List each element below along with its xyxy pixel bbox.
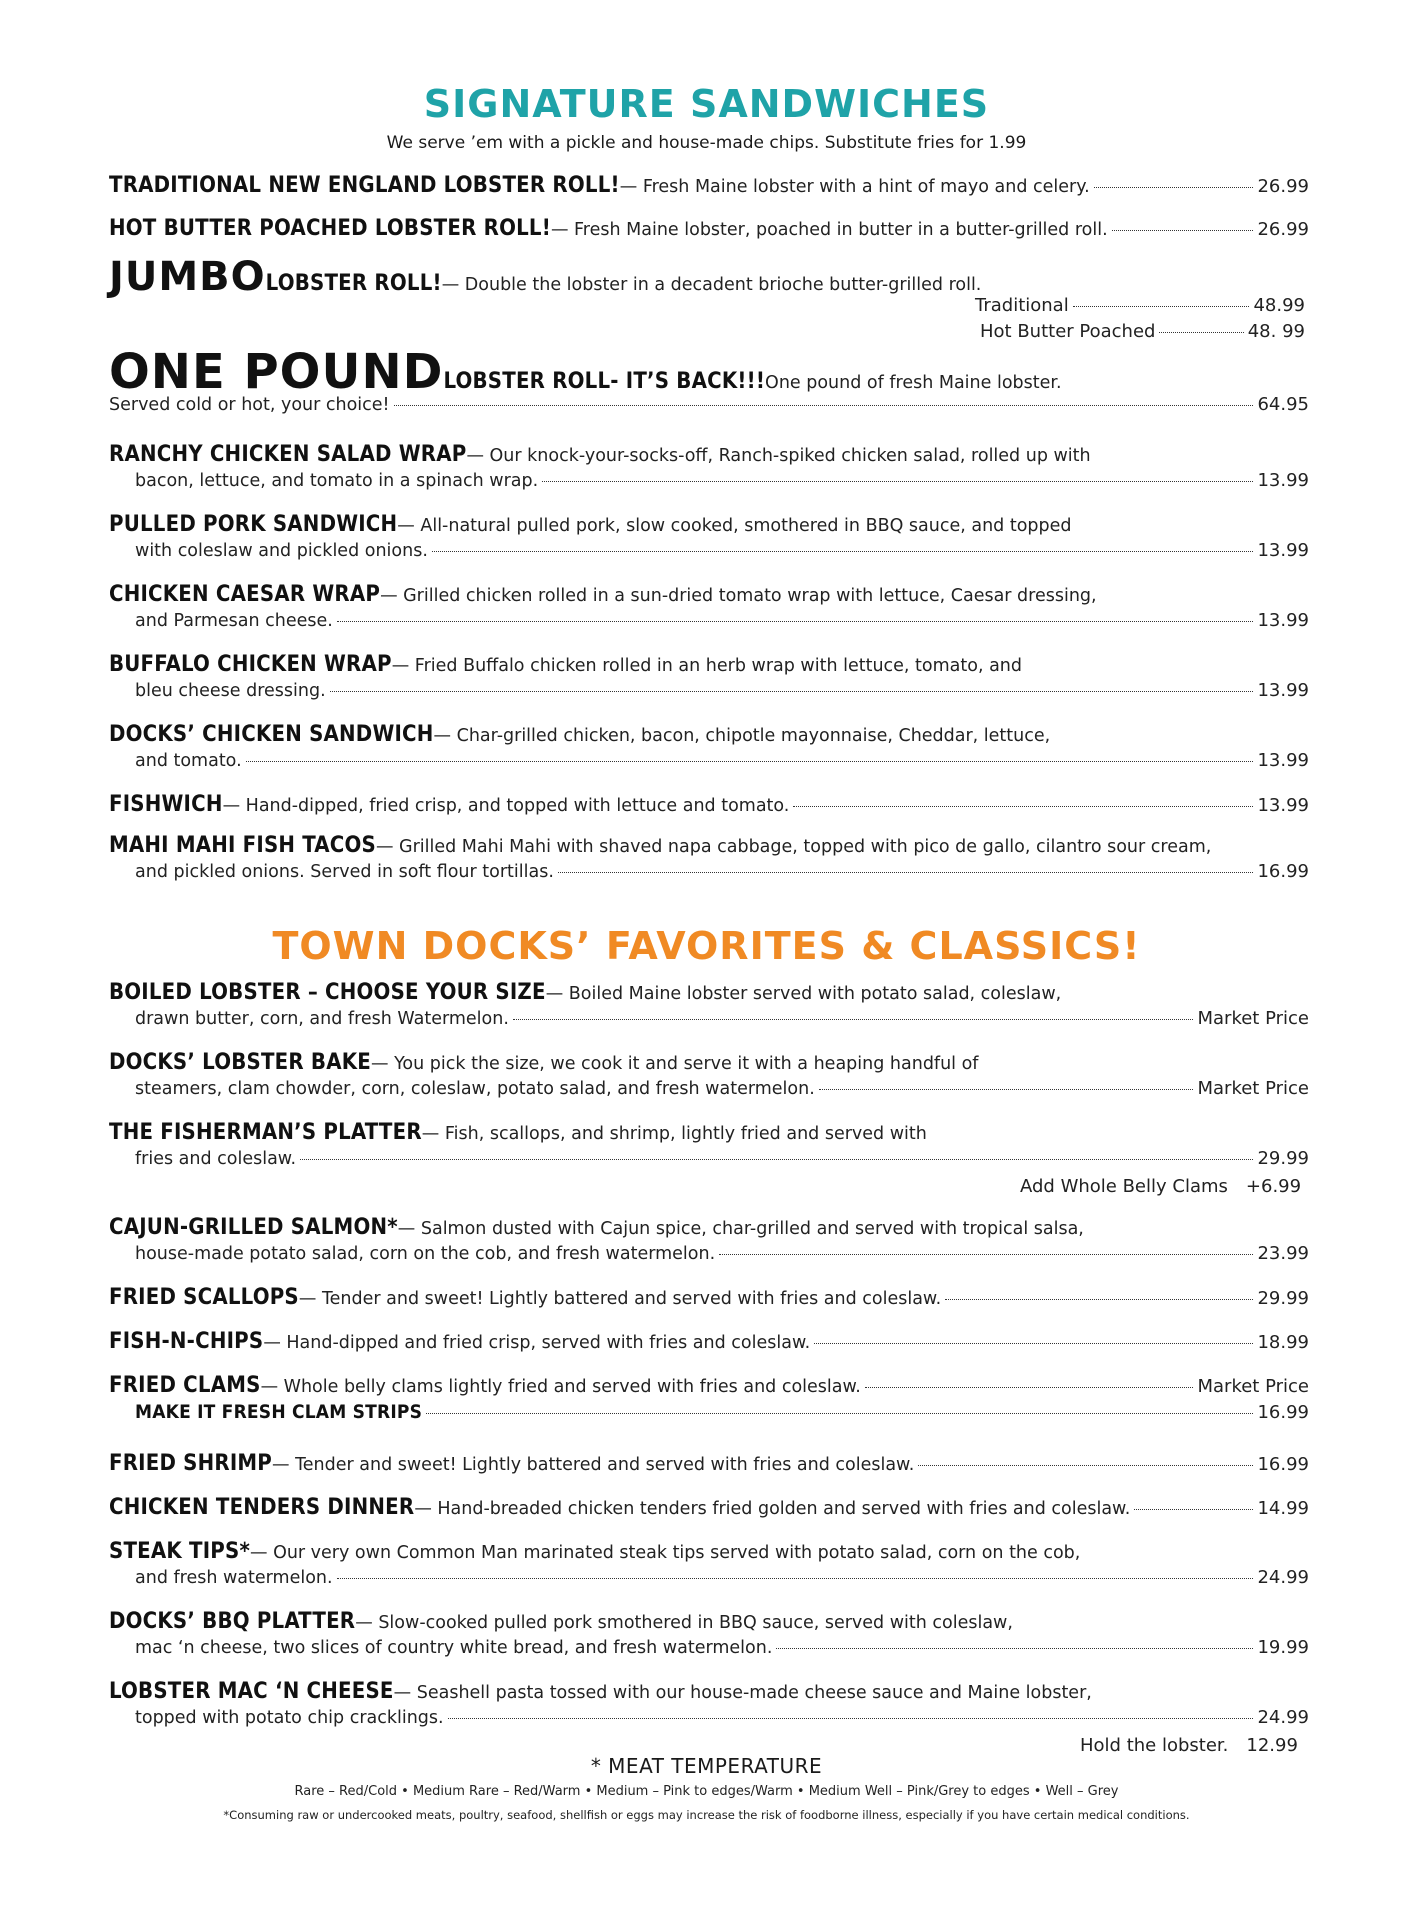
- item-price: 13.99: [1257, 470, 1309, 491]
- option-price: 48. 99: [1247, 321, 1305, 342]
- item-desc-2: bacon, lettuce, and tomato in a spinach wrap.: [135, 471, 539, 491]
- item-desc: — Boiled Maine lobster served with potato salad, coleslaw,: [545, 984, 1062, 1004]
- option-price: 48.99: [1253, 295, 1305, 316]
- menu-item: [109, 216, 1309, 244]
- favorites-title: TOWN DOCKS’ FAVORITES & CLASSICS!: [272, 924, 1141, 968]
- item-price: 16.99: [1257, 861, 1309, 882]
- menu-item: [109, 512, 1309, 568]
- menu-item: [109, 1609, 1309, 1665]
- item-desc: — Slow-cooked pulled pork smothered in BBQ sauce, served with coleslaw,: [355, 1613, 1013, 1633]
- item-price: 26.99: [1257, 176, 1309, 197]
- leader-dots: [394, 404, 1254, 406]
- item-price: 13.99: [1257, 680, 1309, 701]
- signature-title: SIGNATURE SANDWICHES: [423, 82, 990, 126]
- menu-item: [109, 1539, 1309, 1595]
- menu-item: [109, 1285, 1309, 1313]
- leader-dots: [814, 1342, 1253, 1344]
- item-price: 16.99: [1257, 1454, 1309, 1475]
- item-name: TRADITIONAL NEW ENGLAND LOBSTER ROLL!: [109, 173, 620, 198]
- item-name: DOCKS’ CHICKEN SANDWICH: [109, 722, 434, 747]
- item-desc: — Salmon dusted with Cajun spice, char-grilled and served with tropical salsa,: [397, 1219, 1084, 1239]
- item-desc: — Tender and sweet! Lightly battered and served with fries and coleslaw.: [272, 1455, 915, 1475]
- item-name: DOCKS’ LOBSTER BAKE: [109, 1050, 371, 1075]
- item-price: 29.99: [1257, 1288, 1309, 1309]
- item-price: 18.99: [1257, 1332, 1309, 1353]
- item-name-large: ONE POUND: [109, 344, 444, 400]
- item-name: CHICKEN CAESAR WRAP: [109, 582, 381, 607]
- leader-dots: [865, 1386, 1194, 1388]
- leader-dots: [819, 1088, 1194, 1090]
- item-name: FISHWICH: [109, 792, 223, 817]
- item-name: CAJUN-GRILLED SALMON*: [109, 1215, 398, 1240]
- item-desc-2: mac ‘n cheese, two slices of country white bread, and fresh watermelon.: [135, 1638, 773, 1658]
- leader-dots: [1073, 305, 1250, 307]
- item-desc-2: with coleslaw and pickled onions.: [135, 541, 428, 561]
- item-desc-2: Served cold or hot, your choice!: [109, 395, 390, 415]
- item-price: 13.99: [1257, 795, 1309, 816]
- item-desc: One pound of fresh Maine lobster.: [765, 373, 1062, 393]
- item-desc-2: steamers, clam chowder, corn, coleslaw, potato salad, and fresh watermelon.: [135, 1079, 815, 1099]
- menu-item: [109, 1215, 1309, 1271]
- menu-item: [109, 652, 1309, 708]
- item-price: 29.99: [1257, 1148, 1309, 1169]
- menu-item: [109, 254, 1309, 300]
- leader-dots: [1159, 331, 1243, 333]
- item-price: 14.99: [1257, 1498, 1309, 1519]
- health-notice: *Consuming raw or undercooked meats, poultry, seafood, shellfish or eggs may increase the risk of foodborne illness, especially if you have certain medical conditions.: [223, 1808, 1190, 1822]
- menu-item: [109, 1329, 1309, 1357]
- item-name-large: JUMBO: [109, 254, 266, 300]
- item-desc-2: drawn butter, corn, and fresh Watermelon.: [135, 1009, 509, 1029]
- meat-temperature-heading: * MEAT TEMPERATURE: [590, 1754, 823, 1778]
- menu-item: [109, 1120, 1309, 1176]
- menu-item: [109, 792, 1309, 820]
- item-price: 13.99: [1257, 610, 1309, 631]
- item-name: LOBSTER MAC ‘N CHEESE: [109, 1679, 394, 1704]
- menu-item: [109, 344, 1309, 422]
- item-price: 26.99: [1257, 219, 1309, 240]
- item-price: 24.99: [1257, 1567, 1309, 1588]
- item-desc: — Grilled chicken rolled in a sun-dried tomato wrap with lettuce, Caesar dressing,: [380, 586, 1097, 606]
- menu-item: [109, 442, 1309, 498]
- menu-item: [109, 833, 1309, 889]
- leader-dots: [1094, 186, 1254, 188]
- item-desc: — You pick the size, we cook it and serve it with a heaping handful of: [371, 1054, 979, 1074]
- item-price: 16.99: [1257, 1402, 1309, 1423]
- leader-dots: [426, 1412, 1253, 1414]
- menu-item: [109, 1451, 1309, 1479]
- menu-item: [109, 1373, 1309, 1429]
- option-label: Hot Butter Poached: [980, 321, 1156, 342]
- item-desc-2: and fresh watermelon.: [135, 1568, 333, 1588]
- item-desc-2: house-made potato salad, corn on the cob, and fresh watermelon.: [135, 1244, 716, 1264]
- item-name: HOT BUTTER POACHED LOBSTER ROLL!: [109, 216, 551, 241]
- leader-dots: [337, 1577, 1254, 1579]
- leader-dots: [330, 690, 1254, 692]
- item-price: Market Price: [1197, 1008, 1309, 1029]
- menu-item: [109, 1495, 1309, 1523]
- item-name: LOBSTER ROLL!: [265, 271, 442, 296]
- item-name: LOBSTER ROLL- IT’S BACK!!!: [443, 369, 766, 394]
- leader-dots: [719, 1253, 1253, 1255]
- menu-item: [109, 1679, 1309, 1735]
- leader-dots: [432, 550, 1254, 552]
- option-label: Traditional: [975, 295, 1069, 316]
- addon-row: [1020, 1176, 1301, 1197]
- item-desc: — Fresh Maine lobster with a hint of mayo and celery.: [619, 177, 1090, 197]
- item-name: STEAK TIPS*: [109, 1539, 250, 1564]
- leader-dots: [542, 480, 1253, 482]
- option-row: [980, 321, 1305, 342]
- item-name: FRIED SHRIMP: [109, 1451, 272, 1476]
- leader-dots: [558, 871, 1254, 873]
- item-desc: — Our very own Common Man marinated steak tips served with potato salad, corn on the cob,: [250, 1543, 1081, 1563]
- item-desc-2: and pickled onions. Served in soft flour tortillas.: [135, 862, 554, 882]
- item-name: THE FISHERMAN’S PLATTER: [109, 1120, 422, 1145]
- menu-item: [109, 980, 1309, 1036]
- addon-price: 12.99: [1246, 1735, 1298, 1756]
- item-desc: — Tender and sweet! Lightly battered and served with fries and coleslaw.: [298, 1289, 942, 1309]
- leader-dots: [776, 1647, 1253, 1649]
- item-desc: — Fried Buffalo chicken rolled in an herb wrap with lettuce, tomato, and: [391, 656, 1023, 676]
- leader-dots: [448, 1717, 1254, 1719]
- item-name: DOCKS’ BBQ PLATTER: [109, 1609, 356, 1634]
- item-desc-2: fries and coleslaw.: [135, 1149, 297, 1169]
- menu-item: [109, 582, 1309, 638]
- menu-item: [109, 722, 1309, 778]
- leader-dots: [300, 1158, 1253, 1160]
- item-desc-2: bleu cheese dressing.: [135, 681, 326, 701]
- item-price: 13.99: [1257, 540, 1309, 561]
- item-price: 23.99: [1257, 1243, 1309, 1264]
- leader-dots: [793, 805, 1253, 807]
- item-desc: — Seashell pasta tossed with our house-made cheese sauce and Maine lobster,: [393, 1683, 1092, 1703]
- item-desc: — Hand-breaded chicken tenders fried golden and served with fries and coleslaw.: [414, 1499, 1131, 1519]
- option-row: [975, 295, 1305, 316]
- item-desc: — Whole belly clams lightly fried and served with fries and coleslaw.: [260, 1377, 861, 1397]
- item-name: CHICKEN TENDERS DINNER: [109, 1495, 415, 1520]
- item-price: 19.99: [1257, 1637, 1309, 1658]
- item-name: FRIED CLAMS: [109, 1373, 261, 1398]
- item-price: 64.95: [1257, 394, 1309, 415]
- leader-dots: [918, 1464, 1253, 1466]
- meat-temperature-list: Rare – Red/Cold • Medium Rare – Red/Warm • Medium – Pink to edges/Warm • Medium Well – Pink/Grey to edges • Well – Grey: [294, 1784, 1119, 1799]
- leader-dots: [513, 1018, 1194, 1020]
- addon-label: Hold the lobster.: [1080, 1735, 1229, 1756]
- item-name: FISH-N-CHIPS: [109, 1329, 264, 1354]
- item-desc-2: and tomato.: [135, 751, 242, 771]
- leader-dots: [1112, 229, 1254, 231]
- item-desc: — Fish, scallops, and shrimp, lightly fried and served with: [421, 1124, 927, 1144]
- item-desc: — Grilled Mahi Mahi with shaved napa cabbage, topped with pico de gallo, cilantro sour cream,: [375, 837, 1212, 857]
- item-price: Market Price: [1197, 1376, 1309, 1397]
- item-name: PULLED PORK SANDWICH: [109, 512, 398, 537]
- item-name: RANCHY CHICKEN SALAD WRAP: [109, 442, 467, 467]
- item-desc: — Char-grilled chicken, bacon, chipotle mayonnaise, Cheddar, lettuce,: [433, 726, 1051, 746]
- item-desc-2: topped with potato chip cracklings.: [135, 1708, 444, 1728]
- item-desc: — Double the lobster in a decadent brioche butter-grilled roll.: [441, 275, 982, 295]
- leader-dots: [246, 760, 1254, 762]
- item-name: BOILED LOBSTER – CHOOSE YOUR SIZE: [109, 980, 546, 1005]
- item-desc: — Our knock-your-socks-off, Ranch-spiked chicken salad, rolled up with: [466, 446, 1091, 466]
- menu-item: [109, 1050, 1309, 1106]
- item-desc: — All-natural pulled pork, slow cooked, smothered in BBQ sauce, and topped: [397, 516, 1072, 536]
- leader-dots: [1134, 1508, 1253, 1510]
- item-desc: — Fresh Maine lobster, poached in butter in a butter-grilled roll.: [550, 220, 1108, 240]
- addon-price: +6.99: [1245, 1176, 1302, 1197]
- item-price: 24.99: [1257, 1707, 1309, 1728]
- addon-row: [1080, 1735, 1298, 1756]
- leader-dots: [337, 620, 1254, 622]
- item-desc: — Hand-dipped and fried crisp, served with fries and coleslaw.: [263, 1333, 811, 1353]
- item-price: 13.99: [1257, 750, 1309, 771]
- leader-dots: [945, 1298, 1253, 1300]
- item-name: FRIED SCALLOPS: [109, 1285, 299, 1310]
- item-desc-2: and Parmesan cheese.: [135, 611, 333, 631]
- item-desc: — Hand-dipped, fried crisp, and topped with lettuce and tomato.: [222, 796, 790, 816]
- item-price: Market Price: [1197, 1078, 1309, 1099]
- menu-item: [109, 173, 1309, 201]
- item-name: MAHI MAHI FISH TACOS: [109, 833, 376, 858]
- item-subname: MAKE IT FRESH CLAM STRIPS: [135, 1401, 423, 1423]
- signature-subtitle: We serve ’em with a pickle and house-made chips. Substitute fries for 1.99: [386, 133, 1027, 153]
- item-name: BUFFALO CHICKEN WRAP: [109, 652, 392, 677]
- addon-label: Add Whole Belly Clams: [1020, 1176, 1228, 1197]
